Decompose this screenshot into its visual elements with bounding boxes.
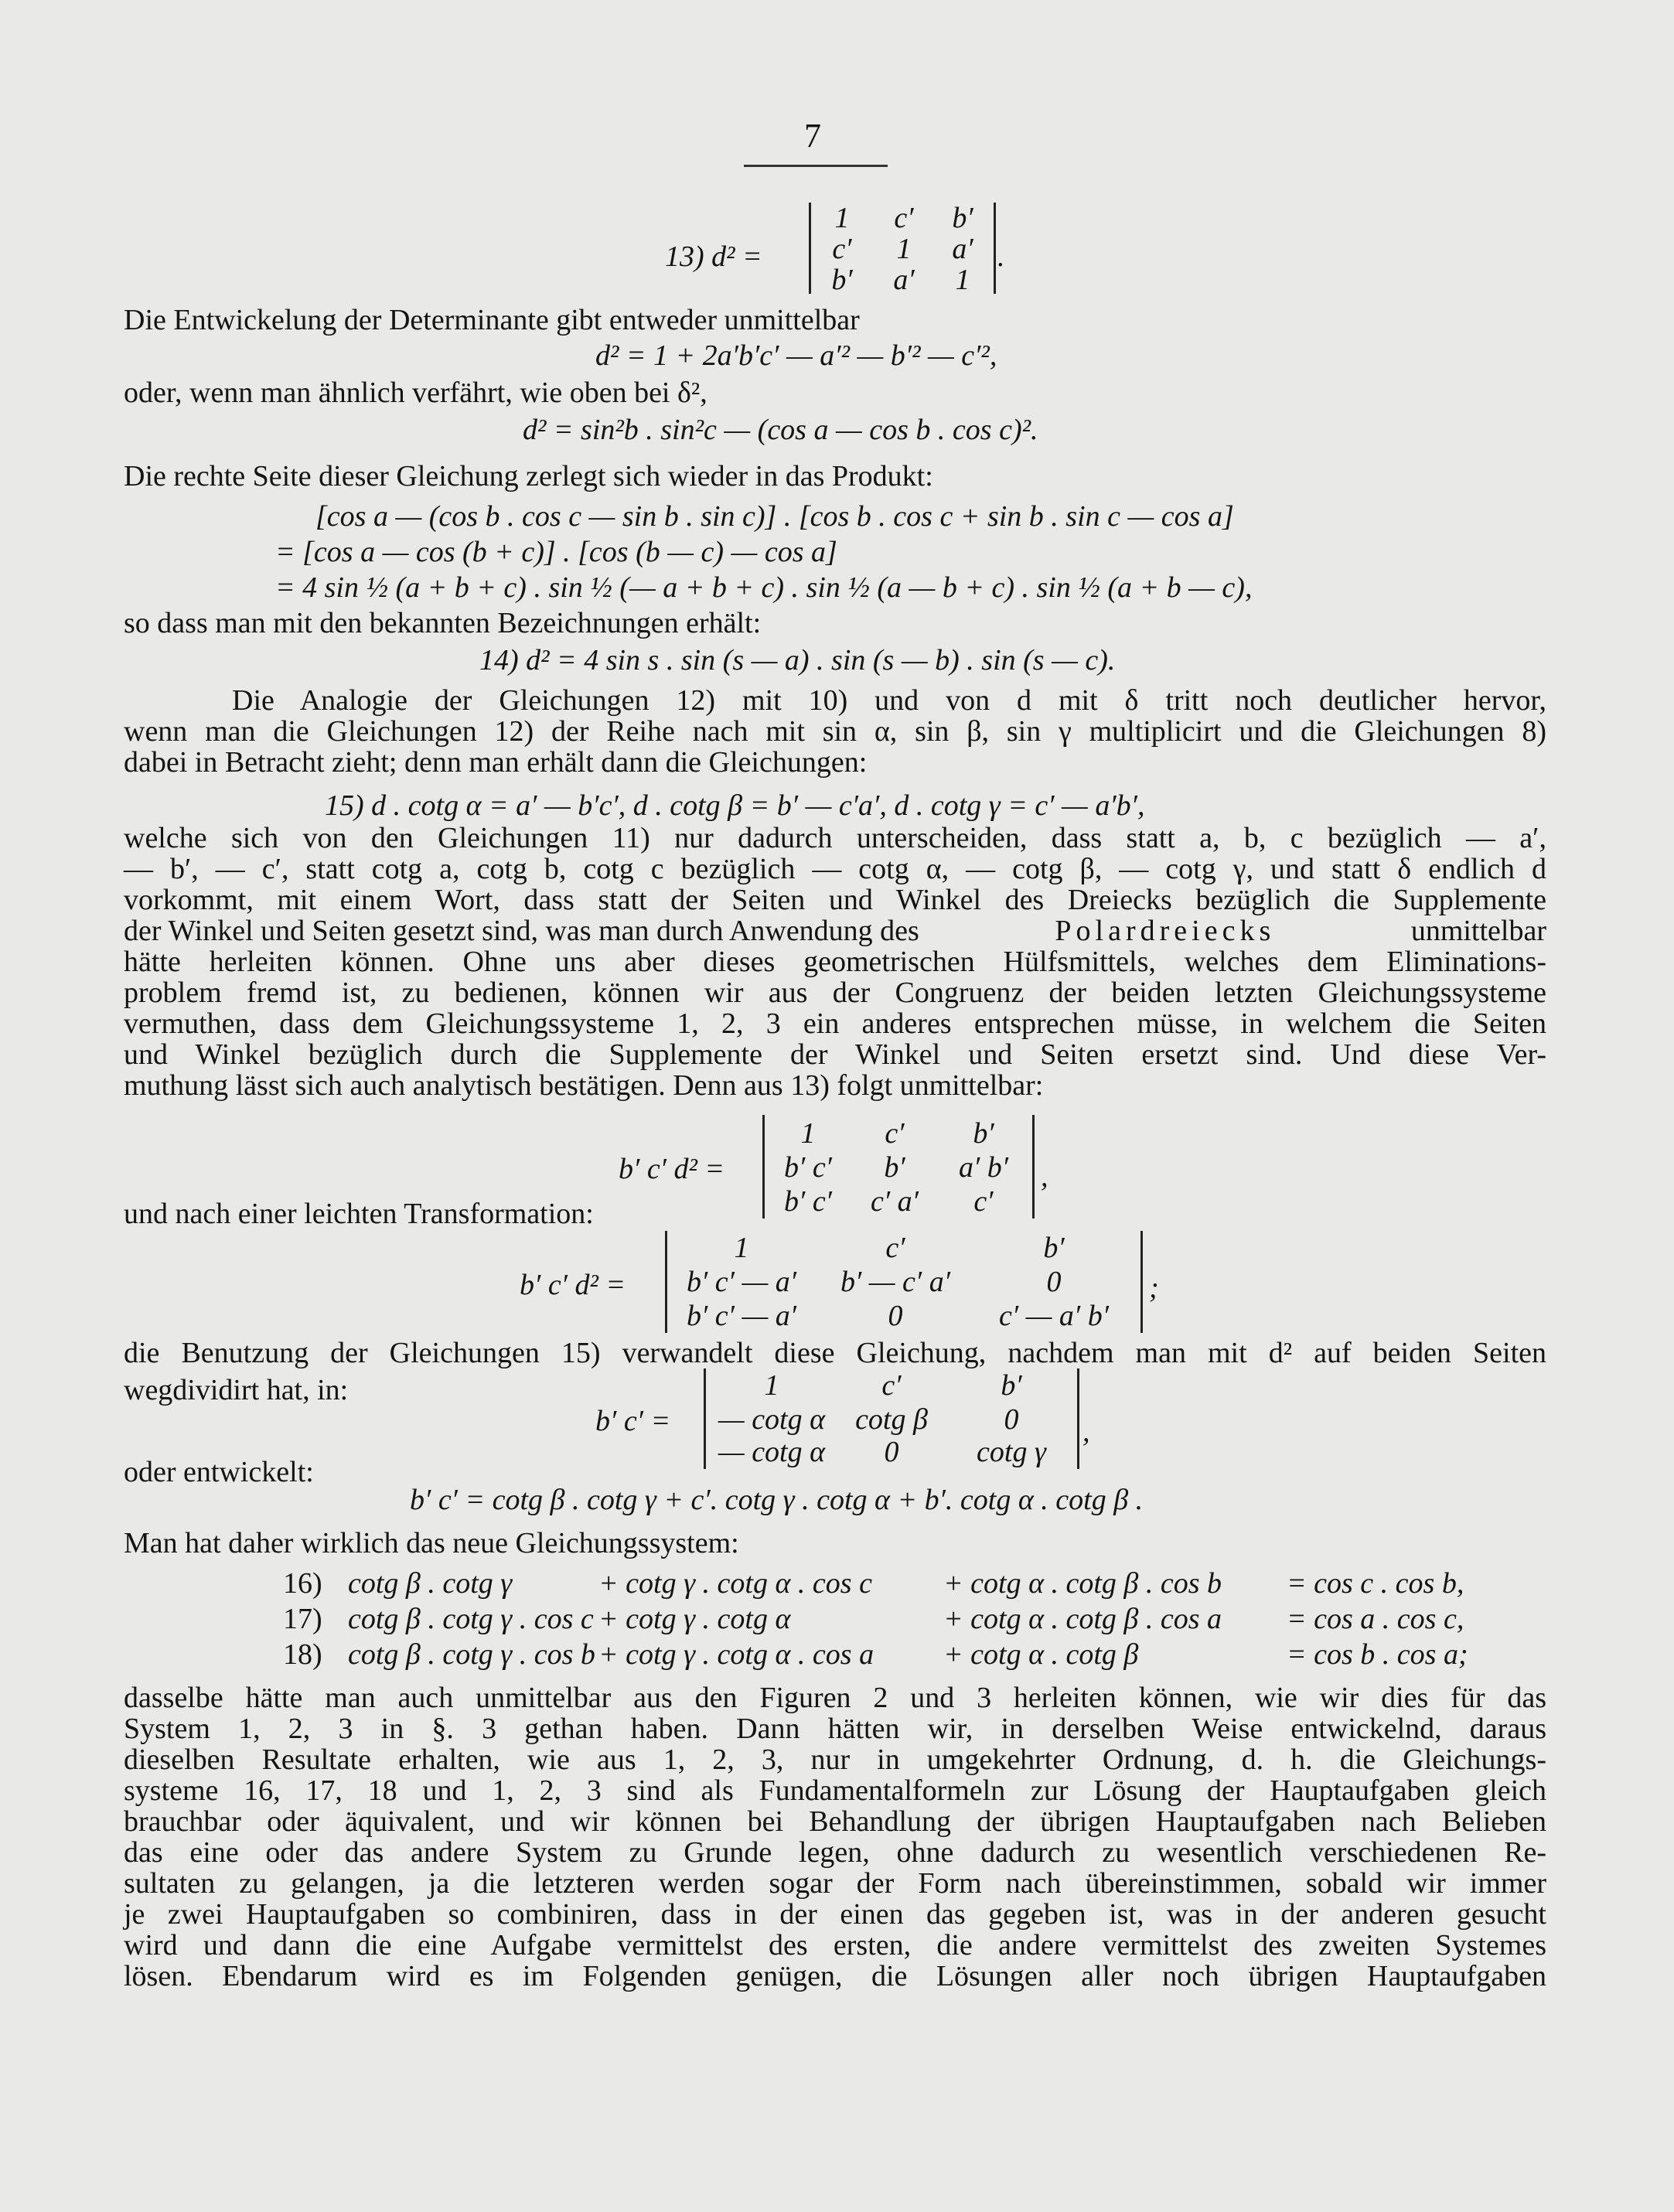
- detA-cell: b′: [973, 1117, 994, 1150]
- detA-cell: c′: [973, 1185, 994, 1218]
- formula-line: [cos a — (cos b . cos c — sin b . sin c)] . [cos b . cos c + sin b . sin c — cos a]: [315, 500, 1234, 533]
- page-number-rule: [744, 165, 888, 167]
- system-term: + cotg γ . cotg α . cos a: [598, 1638, 875, 1671]
- detC-cell: — cotg α: [718, 1436, 826, 1468]
- text-line: wenn man die Gleichungen 12) der Reihe nach mit sin α, sin β, sin γ multiplicirt und die Gleichungen 8): [124, 715, 1546, 748]
- eq13-determinant: [809, 203, 996, 294]
- detC-end: ,: [1082, 1416, 1090, 1448]
- detB-cell: b′: [1043, 1232, 1065, 1264]
- detB-cell: c′: [885, 1232, 905, 1264]
- eq13-cell: a′: [952, 233, 973, 265]
- detB-cell: 0: [888, 1300, 903, 1332]
- text-line: Die Analogie der Gleichungen 12) mit 10) und von d mit δ tritt noch deutlicher hervor,: [232, 684, 1546, 717]
- system-number: 18): [283, 1638, 322, 1671]
- eq13-cell: c′: [832, 233, 852, 265]
- text-line: brauchbar oder äquivalent, und wir können bei Behandlung der übrigen Hauptaufgaben nach Belieben: [124, 1805, 1546, 1838]
- system-term: + cotg α . cotg β . cos a: [943, 1603, 1222, 1635]
- detB-cell: b′ — c′ a′: [840, 1266, 951, 1298]
- text-line: — b′, — c′, statt cotg a, cotg b, cotg c bezüglich — cotg α, — cotg β, — cotg γ, und statt δ endlich d: [124, 853, 1546, 885]
- detC-cell: cotg γ: [977, 1436, 1046, 1468]
- system-term: = cos b . cos a;: [1287, 1638, 1468, 1671]
- detA-cell: 1: [800, 1117, 816, 1150]
- detB-cell: c′ — a′ b′: [998, 1300, 1110, 1332]
- eq13-cell: 1: [955, 264, 970, 296]
- detC-cell: b′: [1001, 1369, 1022, 1402]
- eq13-end: .: [997, 240, 1005, 273]
- formula-line: = 4 sin ½ (a + b + c) . sin ½ (— a + b + c) . sin ½ (a — b + c) . sin ½ (a + b — c),: [275, 571, 1253, 604]
- detB-cell: b′ c′ — a′: [686, 1266, 797, 1298]
- text-line: und Winkel bezüglich durch die Supplemente der Winkel und Seiten ersetzt sind. Und diese Ver-: [124, 1038, 1546, 1071]
- system-term: cotg β . cotg γ . cos b: [348, 1638, 595, 1671]
- system-term: + cotg γ . cotg α: [598, 1603, 791, 1635]
- formula-line: d² = 1 + 2a′b′c′ — a′² — b′² — c′²,: [595, 339, 997, 372]
- text-segment: unmittelbar: [1410, 915, 1546, 947]
- system-row-17: [0, 1602, 1674, 1639]
- detC-cell: c′: [881, 1369, 902, 1402]
- text-line: lösen. Ebendarum wird es im Folgenden genügen, die Lösungen aller noch übrigen Hauptaufgaben: [124, 1960, 1546, 1992]
- detB-cell: b′ c′ — a′: [686, 1300, 797, 1332]
- eq13-cell: b′: [831, 264, 853, 296]
- detC-cell: cotg β: [855, 1403, 928, 1436]
- eq13-cell: b′: [952, 202, 973, 234]
- polar-word: Polardreiecks: [1055, 915, 1276, 947]
- detC-label: b′ c′ =: [595, 1405, 671, 1437]
- system-term: + cotg α . cotg β . cos b: [943, 1567, 1222, 1600]
- text-line: oder entwickelt:: [124, 1456, 314, 1488]
- text-line: muthung lässt sich auch analytisch bestätigen. Denn aus 13) folgt unmittelbar:: [124, 1069, 1044, 1102]
- text-line: und nach einer leichten Transformation:: [124, 1198, 594, 1230]
- text-line: wegdividirt hat, in:: [124, 1374, 349, 1406]
- text-line: dieselben Resultate erhalten, wie aus 1, 2, 3, nur in umgekehrter Ordnung, d. h. die Gleichungs-: [124, 1743, 1546, 1776]
- detA-cell: c′: [885, 1117, 905, 1150]
- formula-line: d² = sin²b . sin²c — (cos a — cos b . cos c)².: [523, 414, 1038, 446]
- detA-end: ,: [1041, 1161, 1048, 1193]
- text-line: so dass man mit den bekannten Bezeichnungen erhält:: [124, 607, 762, 639]
- page-number: 7: [804, 117, 821, 155]
- system-row-16: [0, 1566, 1674, 1604]
- system-term: = cos c . cos b,: [1287, 1567, 1464, 1600]
- equation-15: 15) d . cotg α = a′ — b′c′, d . cotg β = b′ — c′a′, d . cotg γ = c′ — a′b′,: [325, 789, 1145, 822]
- text-line: dasselbe hätte man auch unmittelbar aus den Figuren 2 und 3 herleiten können, wie wir dies für das: [124, 1682, 1546, 1714]
- detC-cell: 0: [884, 1436, 899, 1468]
- system-number: 17): [283, 1603, 322, 1635]
- text-line: Die Entwickelung der Determinante gibt entweder unmittelbar: [124, 304, 860, 336]
- system-term: + cotg α . cotg β: [943, 1638, 1139, 1671]
- detC-cell: 1: [764, 1369, 779, 1402]
- formula-line: = [cos a — cos (b + c)] . [cos (b — c) — cos a]: [275, 536, 837, 568]
- detB-label: b′ c′ d² =: [520, 1269, 626, 1301]
- text-line: systeme 16, 17, 18 und 1, 2, 3 sind als Fundamentalformeln zur Lösung der Hauptaufgaben gleich: [124, 1774, 1546, 1807]
- detA-cell: b′ c′: [784, 1185, 832, 1218]
- eq13-cell: a′: [893, 264, 915, 296]
- detC-cell: 0: [1004, 1403, 1019, 1436]
- detA-cell: b′ c′: [784, 1151, 832, 1184]
- detA-cell: b′: [884, 1151, 905, 1184]
- system-term: = cos a . cos c,: [1287, 1603, 1464, 1635]
- text-line: je zwei Hauptaufgaben so combiniren, dass in der einen das gegeben ist, was in der anderen gesucht: [124, 1898, 1546, 1931]
- eq13-cell: c′: [894, 202, 914, 234]
- text-line: wird und dann die eine Aufgabe vermittelst des ersten, die andere vermittelst des zweiten Systemes: [124, 1929, 1546, 1961]
- text-segment: der Winkel und Seiten gesetzt sind, was man durch Anwendung des: [124, 915, 919, 947]
- text-line: hätte herleiten können. Ohne uns aber dieses geometrischen Hülfsmittels, welches dem Eliminations-: [124, 946, 1546, 978]
- text-line: vermuthen, dass dem Gleichungssysteme 1, 2, 3 ein anderes entsprechen müsse, in welchem die Seiten: [124, 1007, 1546, 1040]
- system-term: cotg β . cotg γ: [348, 1567, 513, 1600]
- text-line: dabei in Betracht zieht; denn man erhält dann die Gleichungen:: [124, 746, 868, 779]
- equation-14: 14) d² = 4 sin s . sin (s — a) . sin (s — b) . sin (s — c).: [479, 644, 1116, 677]
- text-line: welche sich von den Gleichungen 11) nur dadurch unterscheiden, dass statt a, b, c bezüglich — a′,: [124, 822, 1546, 854]
- text-line: vorkommt, mit einem Wort, dass statt der Seiten und Winkel des Dreiecks bezüglich die Supplemente: [124, 884, 1546, 916]
- detB-end: ;: [1149, 1272, 1159, 1304]
- text-line: Man hat daher wirklich das neue Gleichungssystem:: [124, 1527, 739, 1559]
- detC-cell: — cotg α: [718, 1403, 826, 1436]
- text-line: Die rechte Seite dieser Gleichung zerlegt sich wieder in das Produkt:: [124, 460, 933, 493]
- detB-cell: 0: [1046, 1266, 1062, 1298]
- text-line: problem fremd ist, zu bedienen, können wir aus der Congruenz der beiden letzten Gleichungssysteme: [124, 976, 1546, 1009]
- system-term: cotg β . cotg γ . cos c: [348, 1603, 594, 1635]
- detB-determinant: [665, 1231, 1143, 1333]
- text-line: oder, wenn man ähnlich verfährt, wie oben bei δ²,: [124, 377, 707, 409]
- text-line: sultaten zu gelangen, ja die letzteren werden sogar der Form nach übereinstimmen, sobald wir immer: [124, 1867, 1546, 1900]
- eq13-label: 13) d² =: [665, 240, 762, 273]
- detA-cell: a′ b′: [958, 1151, 1009, 1184]
- text-line: das eine oder das andere System zu Grunde legen, ohne dadurch zu wesentlich verschiedenen Re-: [124, 1836, 1546, 1869]
- detB-cell: 1: [734, 1232, 749, 1264]
- eq13-cell: 1: [896, 233, 912, 265]
- eq13-cell: 1: [834, 202, 850, 234]
- text-line: die Benutzung der Gleichungen 15) verwandelt diese Gleichung, nachdem man mit d² auf beiden Seiten: [124, 1337, 1546, 1369]
- detA-label: b′ c′ d² =: [619, 1153, 725, 1185]
- system-number: 16): [283, 1567, 322, 1600]
- formula-line: b′ c′ = cotg β . cotg γ + c′. cotg γ . cotg α + b′. cotg α . cotg β .: [410, 1484, 1144, 1516]
- system-row-18: [0, 1638, 1674, 1675]
- text-line: System 1, 2, 3 in §. 3 gethan haben. Dann hätten wir, in derselben Weise entwickelnd, daraus: [124, 1713, 1546, 1745]
- system-term: + cotg γ . cotg α . cos c: [598, 1567, 872, 1600]
- detA-cell: c′ a′: [871, 1185, 919, 1218]
